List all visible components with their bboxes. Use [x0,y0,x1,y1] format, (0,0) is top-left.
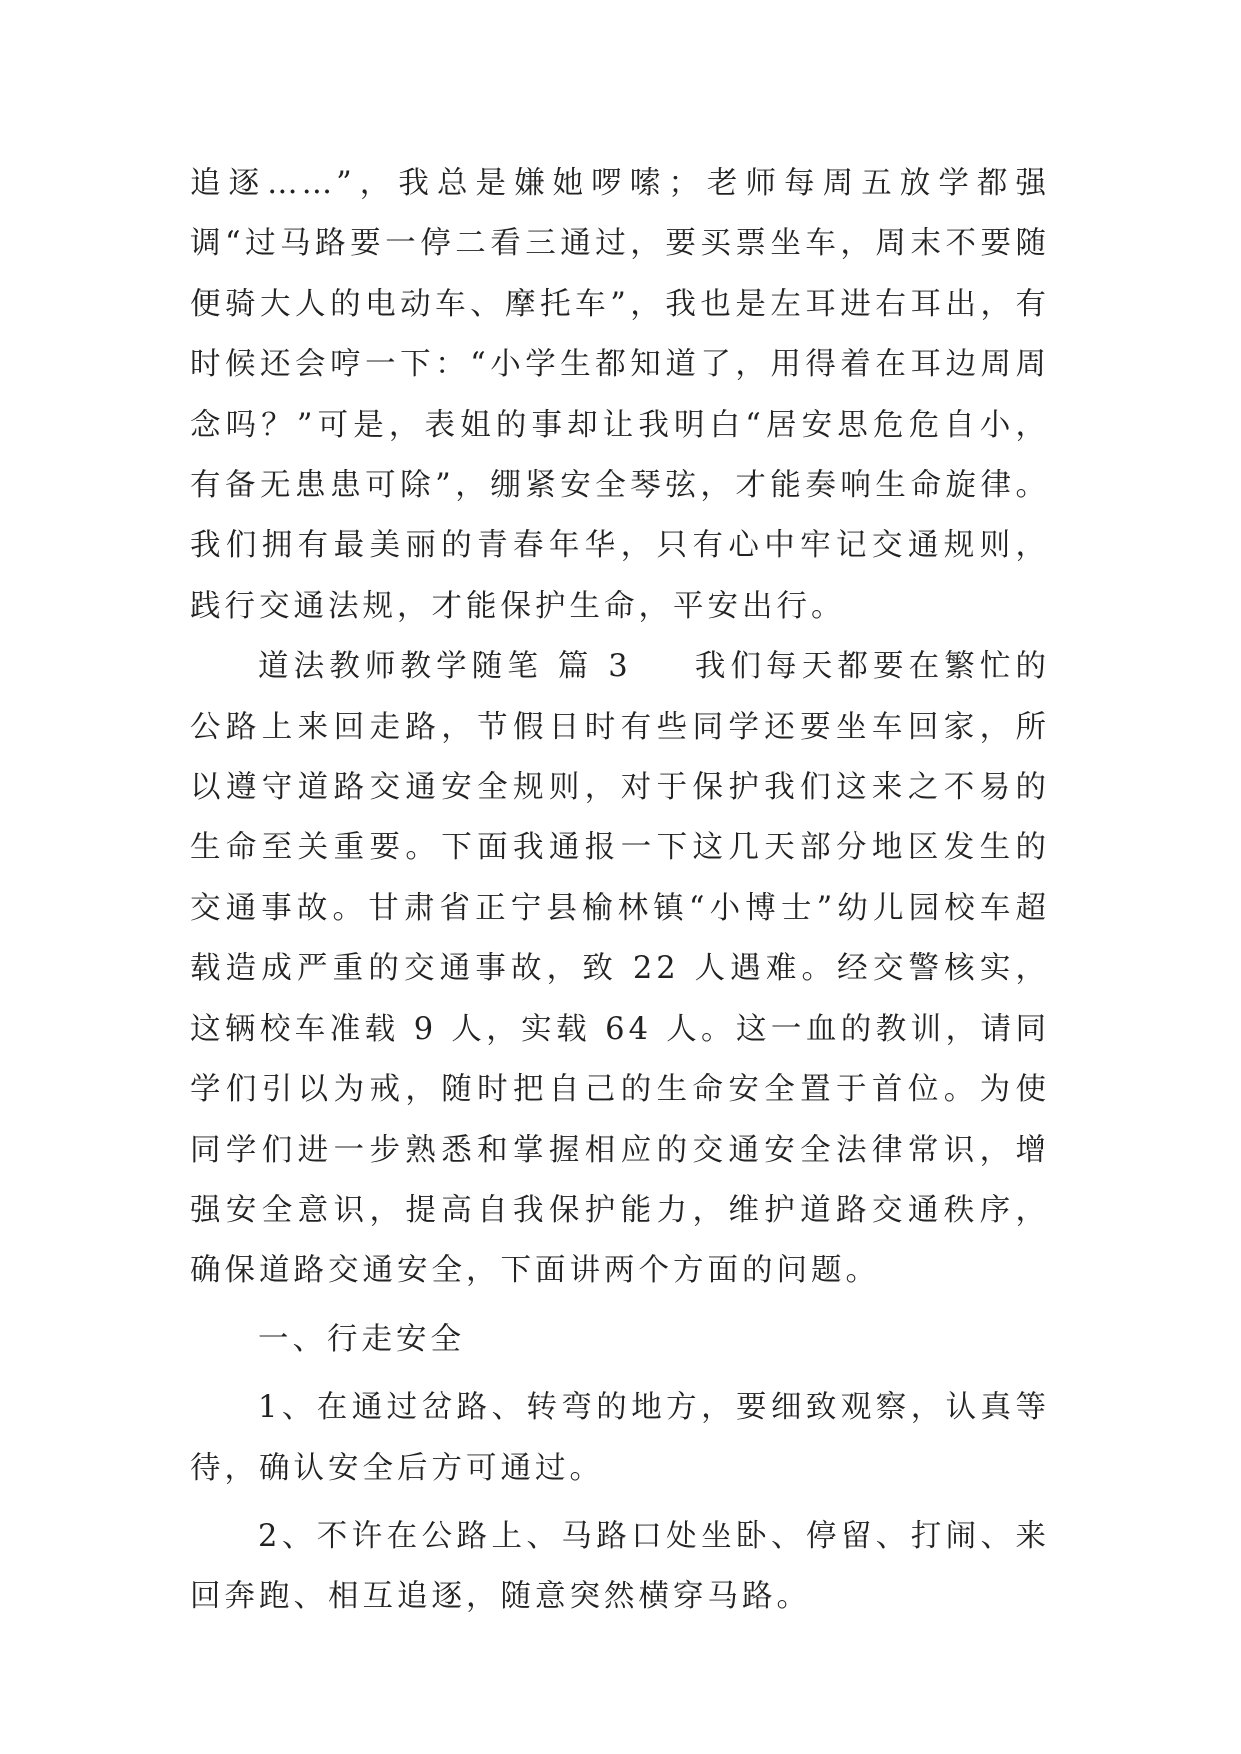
rule-item-1: 1、在通过岔路、转弯的地方，要细致观察，认真等待，确认安全后方可通过。 [190,1390,1050,1486]
document-body [190,154,1050,1628]
paragraph-2 [190,637,1050,1301]
paragraph-2-text: 我们每天都要在繁忙的公路上来回走路，节假日时有些同学还要坐车回家，所以遵守道路交通安全规则，对于保护我们这来之不易的生命至关重要。下面我通报一下这几天部分地区发生的交通事故。甘肃省正宁县榆林镇“小博士”幼儿园校车超载造成严重的交通事故，致 22 人遇难。经交警核实，这辆校车准载 9 人，实载 64 人。这一血的教训，请同学们引以为戒，随时把自己的生命安全置于首位。为使同学们进一步熟悉和掌握相应的交通安全法律常识，增强安全意识，提高自我保护能力，维护道路交通秩序，确保道路交通安全，下面讲两个方面的问题。 [190,649,1051,1289]
rule-item-2: 2、不许在公路上、马路口处坐卧、停留、打闹、来回奔跑、相互追逐，随意突然横穿马路。 [190,1518,1050,1615]
paragraph-1: 追逐……”，我总是嫌她啰嗦；老师每周五放学都强调“过马路要一停二看三通过，要买票坐车，周末不要随便骑大人的电动车、摩托车”，我也是左耳进右耳出，有时候还会哼一下：“小学生都知道了，用得着在耳边周周念吗？”可是，表姐的事却让我明白“居安思危危自小，有备无患患可除”，绷紧安全琴弦，才能奏响生命旋律。我们拥有最美丽的青春年华，只有心中牢记交通规则，践行交通法规，才能保护生命，平安出行。 [190,166,1050,624]
section-title-walking-safety: 一、行走安全 [258,1321,465,1357]
section-heading: 道法教师教学随笔 篇 3 [258,649,632,685]
